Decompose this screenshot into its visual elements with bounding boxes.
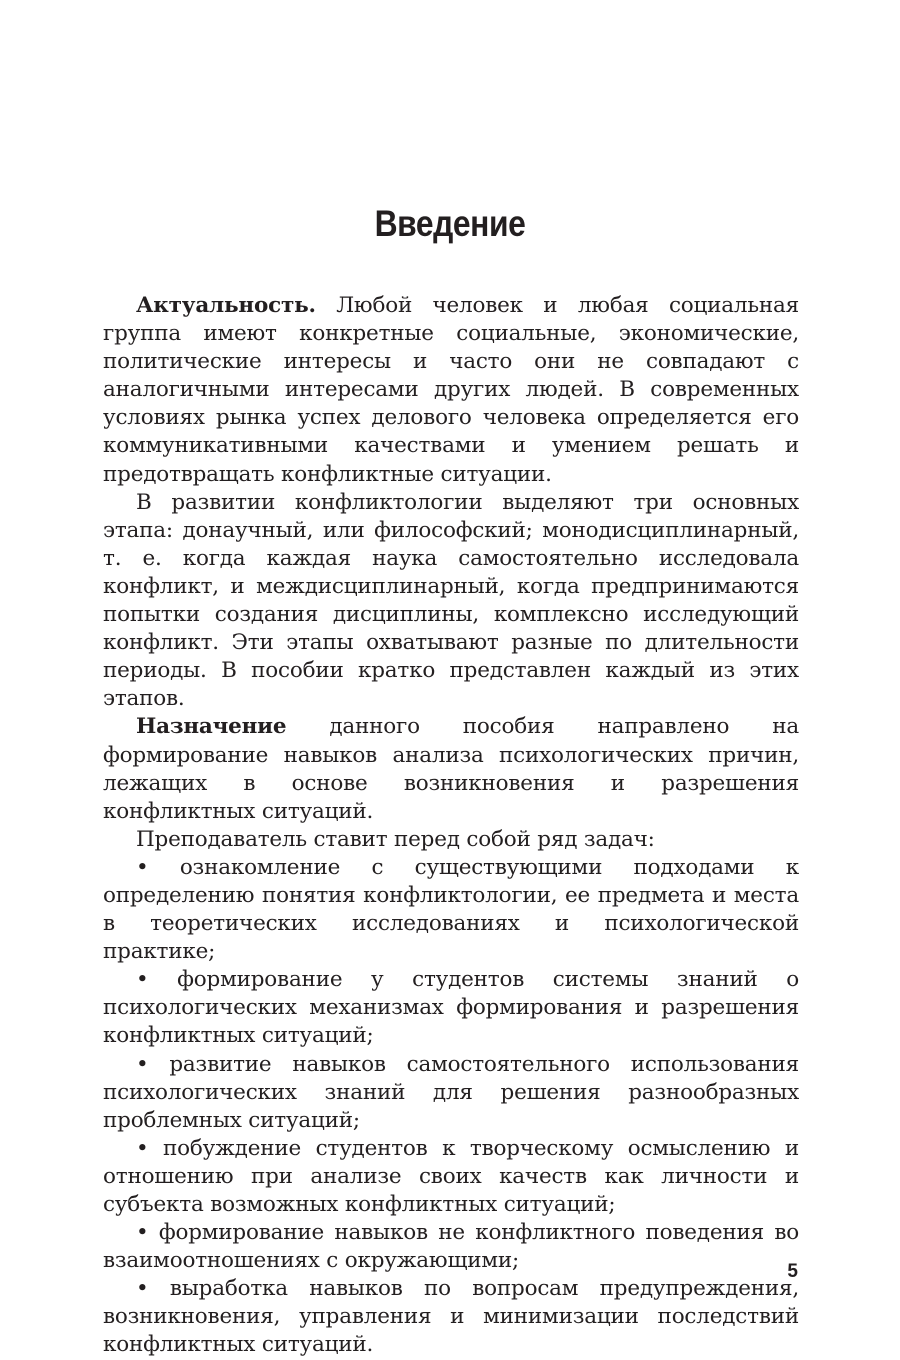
paragraph-tasks-intro [103,826,799,854]
paragraph-text: Любой человек и любая социальная группа имеют конкретные социальные, экономические, политические интересы и часто они не совпадают с аналогичными интересами других людей. В современных условиях рынка успех делового человека определяется его коммуникативными качествами и умением решать и предотвращать конфликтные ситуации. [103,293,799,487]
paragraph-relevance [103,292,799,489]
page-body [103,292,799,1360]
page-title: Введение [374,203,526,244]
paragraph-text: В развитии конфликтологии выделяют три основных этапа: донаучный, или философский; монодисциплинарный, т. е. когда каждая наука самостоятельно исследовала конфликт, и междисциплинарный, когда предпринимаются попытки создания дисциплины, комплексно исследующий конфликт. Эти этапы охватывают разные по длительности периоды. В пособии кратко представлен каждый из этих этапов. [103,489,799,712]
task-list-item: • формирование у студентов системы знаний о психологических механизмах формирования и разрешения конфликтных ситуаций; [103,967,799,1049]
paragraph-lead: Назначение [136,714,287,740]
page-number: 5 [787,1261,798,1282]
paragraph-text: Преподаватель ставит перед собой ряд задач: [136,826,655,852]
task-list-item: • побуждение студентов к творческому осмыслению и отношению при анализе своих качеств как личности и субъекта возможных конфликтных ситуаций; [103,1135,799,1217]
task-list-item: • развитие навыков самостоятельного использования психологических знаний для решения разнообразных проблемных ситуаций; [103,1051,799,1133]
task-list-item: • ознакомление с существующими подходами к определению понятия конфликтологии, ее предмета и места в теоретических исследованиях и психологической практике; [103,854,799,965]
paragraph-stages [103,489,799,714]
paragraph-lead: Актуальность. [136,293,316,318]
paragraph-text: данного пособия направлено на формирование навыков анализа психологических причин, лежащих в основе возникновения и разрешения конфликтных ситуаций. [103,714,799,824]
paragraph-purpose [103,713,799,825]
task-list-item: • формирование навыков не конфликтного поведения во взаимоотношениях с окружающими; [103,1220,799,1274]
task-list-item: • выработка навыков по вопросам предупреждения, возникновения, управления и минимизации последствий конфликтных ситуаций. [103,1276,799,1358]
